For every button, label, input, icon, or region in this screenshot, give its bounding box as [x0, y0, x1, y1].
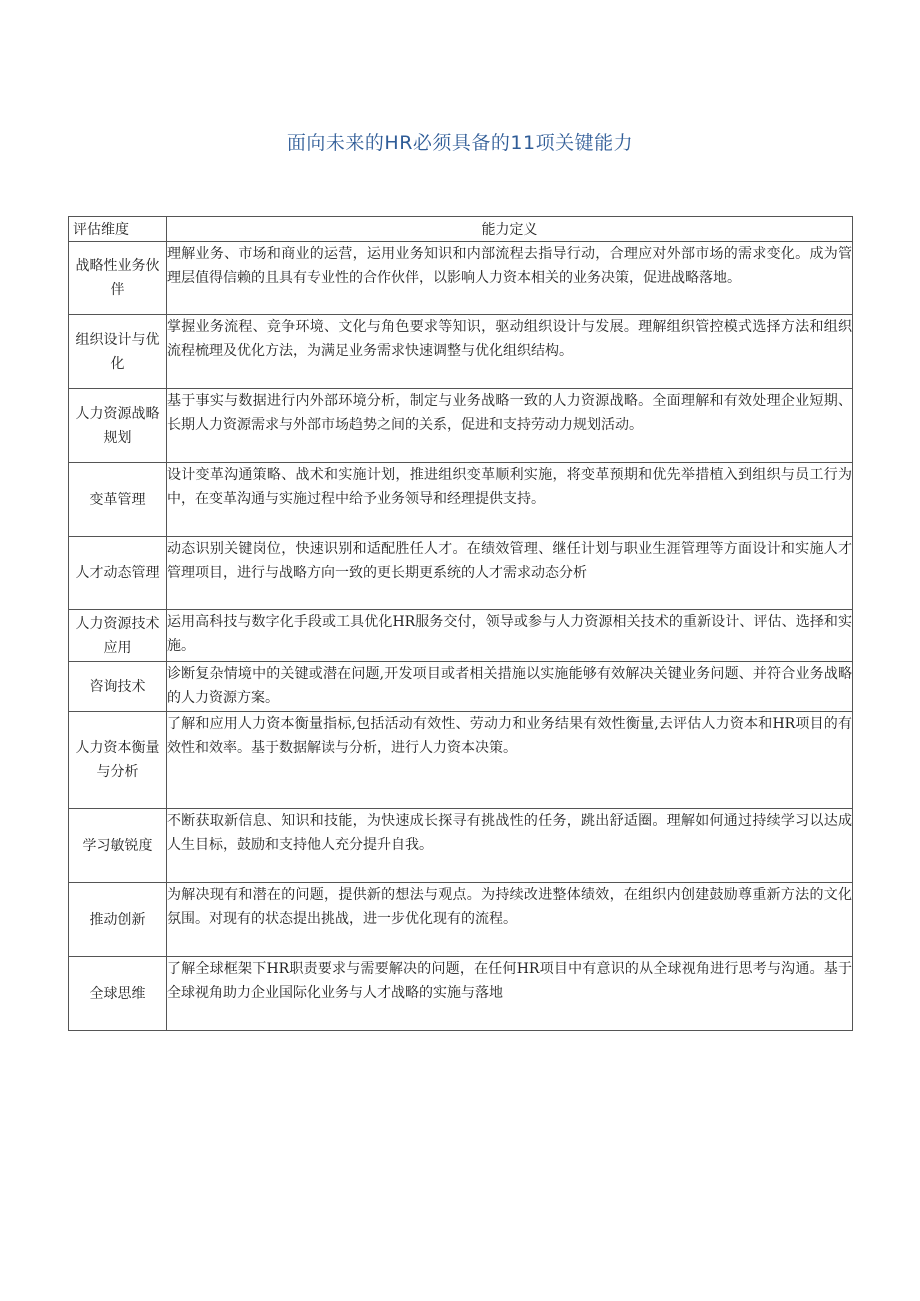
definition-cell: 诊断复杂情境中的关键或潜在问题,开发项目或者相关措施以实施能够有效解决关键业务问题、并符合业务战略的人力资源方案。 — [167, 662, 853, 712]
definition-cell: 为解决现有和潜在的问题，提供新的想法与观点。为持续改进整体绩效，在组织内创建鼓励尊重新方法的文化氛围。对现有的状态提出挑战，进一步优化现有的流程。 — [167, 883, 853, 957]
definition-cell: 不断获取新信息、知识和技能，为快速成长探寻有挑战性的任务，跳出舒适圈。理解如何通过持续学习以达成人生目标，鼓励和支持他人充分提升自我。 — [167, 809, 853, 883]
dimension-cell: 组织设计与优化 — [69, 315, 167, 389]
table-row — [69, 883, 853, 957]
definition-cell: 了解和应用人力资本衡量指标,包括活动有效性、劳动力和业务结果有效性衡量,去评估人力资本和HR项目的有效性和效率。基于数据解读与分析，进行人力资本决策。 — [167, 712, 853, 809]
header-definition: 能力定义 — [167, 217, 853, 242]
dimension-cell: 人力资本衡量与分析 — [69, 712, 167, 809]
table-row — [69, 389, 853, 463]
definition-cell: 运用高科技与数字化手段或工具优化HR服务交付，领导或参与人力资源相关技术的重新设计、评估、选择和实施。 — [167, 610, 853, 662]
table-row — [69, 610, 853, 662]
header-dimension: 评估维度 — [69, 217, 167, 242]
dimension-cell: 全球思维 — [69, 957, 167, 1031]
page-title: 面向未来的HR必须具备的11项关键能力 — [286, 132, 634, 154]
dimension-cell: 推动创新 — [69, 883, 167, 957]
definition-cell: 了解全球框架下HR职责要求与需要解决的问题，在任何HR项目中有意识的从全球视角进行思考与沟通。基于全球视角助力企业国际化业务与人才战略的实施与落地 — [167, 957, 853, 1031]
definition-cell: 掌握业务流程、竞争环境、文化与角色要求等知识，驱动组织设计与发展。理解组织管控模式选择方法和组织流程梳理及优化方法，为满足业务需求快速调整与优化组织结构。 — [167, 315, 853, 389]
competency-table — [68, 216, 853, 1031]
definition-cell: 理解业务、市场和商业的运营，运用业务知识和内部流程去指导行动，合理应对外部市场的需求变化。成为管理层值得信赖的且具有专业性的合作伙伴，以影响人力资本相关的业务决策，促进战略落地。 — [167, 242, 853, 315]
table-row — [69, 537, 853, 610]
table-row — [69, 957, 853, 1031]
dimension-cell: 变革管理 — [69, 463, 167, 537]
table-row — [69, 242, 853, 315]
dimension-cell: 咨询技术 — [69, 662, 167, 712]
table-row — [69, 315, 853, 389]
definition-cell: 基于事实与数据进行内外部环境分析，制定与业务战略一致的人力资源战略。全面理解和有效处理企业短期、长期人力资源需求与外部市场趋势之间的关系，促进和支持劳动力规划活动。 — [167, 389, 853, 463]
table-row — [69, 809, 853, 883]
dimension-cell: 学习敏锐度 — [69, 809, 167, 883]
table-row — [69, 712, 853, 809]
definition-cell: 设计变革沟通策略、战术和实施计划，推进组织变革顺利实施，将变革预期和优先举措植入到组织与员工行为中，在变革沟通与实施过程中给予业务领导和经理提供支持。 — [167, 463, 853, 537]
table-row — [69, 662, 853, 712]
dimension-cell: 战略性业务伙伴 — [69, 242, 167, 315]
dimension-cell: 人才动态管理 — [69, 537, 167, 610]
table-header-row — [69, 217, 853, 242]
definition-cell: 动态识别关键岗位，快速识别和适配胜任人才。在绩效管理、继任计划与职业生涯管理等方面设计和实施人才管理项目，进行与战略方向一致的更长期更系统的人才需求动态分析 — [167, 537, 853, 610]
dimension-cell: 人力资源战略规划 — [69, 389, 167, 463]
dimension-cell: 人力资源技术应用 — [69, 610, 167, 662]
table-row — [69, 463, 853, 537]
